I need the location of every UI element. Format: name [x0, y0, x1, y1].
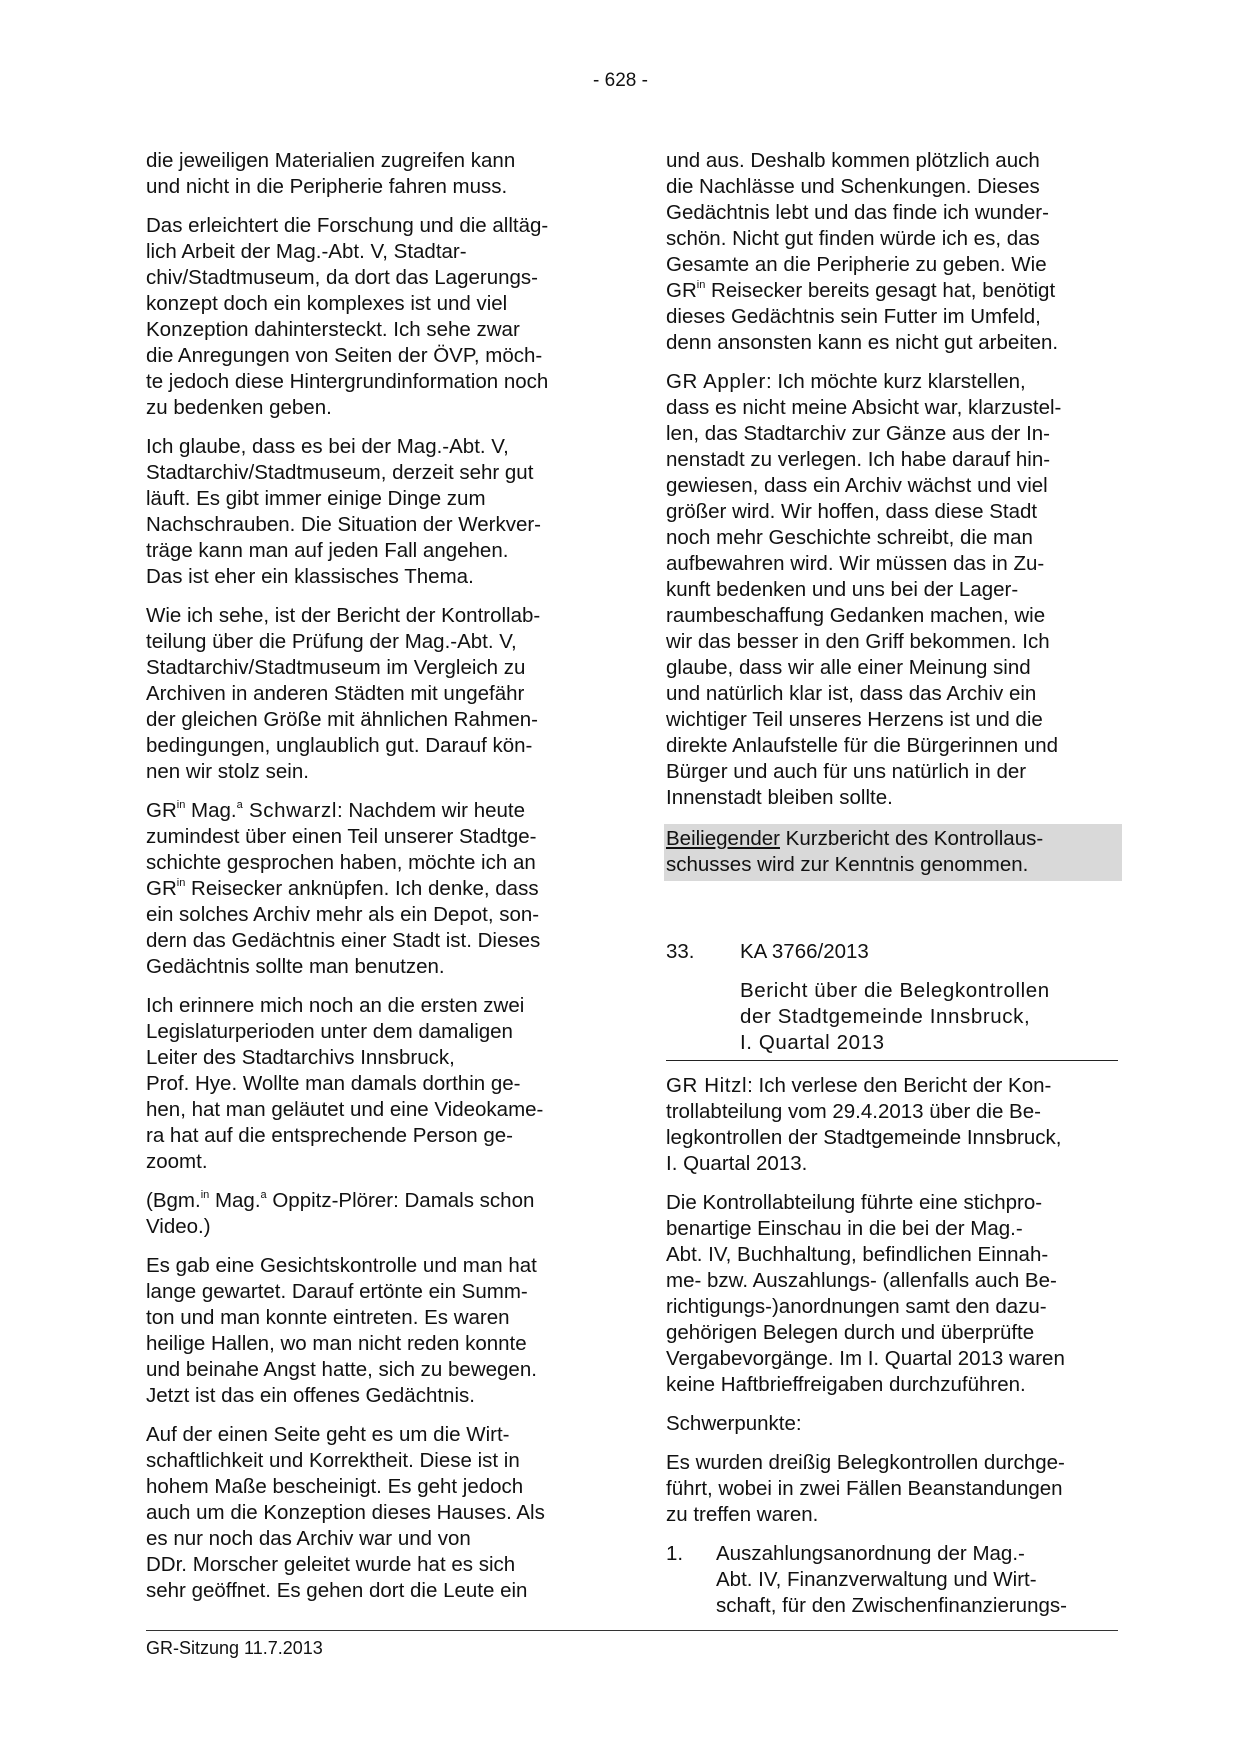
paragraph: Schwerpunkte: [666, 1412, 802, 1435]
right-column [666, 148, 1118, 1619]
paragraph: Wie ich sehe, ist der Bericht der Kontrollab- teilung über die Prüfung der Mag.-Abt. V, Stadtarchiv/Stadtmuseum im Vergleich zu Archiven in anderen Städten mit ungefähr der gleichen Größe mit ähnlichen Rahmen- bedingungen, unglaublich gut. Darauf kön- nen wir stolz sein. [146, 604, 541, 783]
divider [666, 1060, 1118, 1061]
page-number: - 628 - [593, 70, 648, 91]
footer-divider [146, 1630, 1118, 1631]
list-item: 1. Auszahlungsanordnung der Mag.- Abt. IV, Finanzverwaltung und Wirt- schaft, für den Zwischenfinanzierungs- [666, 1542, 1067, 1617]
agenda-item [666, 939, 1118, 1061]
paragraph: Ich glaube, dass es bei der Mag.-Abt. V, Stadtarchiv/Stadtmuseum, derzeit sehr gut läuft. Es gibt immer einige Dinge zum Nachschrauben. Die Situation der Werkver- träge kann man auf jeden Fall angehen. Das ist eher ein klassisches Thema. [146, 435, 541, 588]
agenda-title: Bericht über die Belegkontrollen der Stadtgemeinde Innsbruck, I. Quartal 2013 [740, 979, 1050, 1054]
list-number: 1. [666, 1542, 684, 1565]
speech-schwarzl: $GR^{in}$ Mag.$^a$ Schwarzl: Nachdem wir heute zumindest über einen Teil unserer Stadtge- schichte gesprochen haben, möchte ich an $GR^{in}$ Reisecker anknüpfen. Ich denke, dass ein solches Archiv mehr als ein Depot, son- dern das Gedächtnis einer Stadt ist. Dieses Gedächtnis sollte man benutzen. [146, 799, 541, 978]
speech-appler: GR Appler: Ich möchte kurz klarstellen, dass es nicht meine Absicht war, klarzustel- len, das Stadtarchiv zur Gänze aus der In- nenstadt zu verlegen. Ich habe darauf hin- gewiesen, dass ein Archiv wächst und viel größer wird. Wir hoffen, dass diese Stadt noch mehr Geschichte schreibt, die man aufbewahren wird. Wir müssen das in Zu- kunft bedenken und uns bei der Lager- raumbeschaffung Gedanken machen, wie wir das besser in den Griff bekommen. Ich glaube, dass wir alle einer Meinung sind und natürlich klar ist, dass das Archiv ein wichtiger Teil unseres Herzens ist und die direkte Anlaufstelle für die Bürgerinnen und Bürger und auch für uns natürlich in der Innenstadt bleiben sollte. [666, 370, 1062, 809]
paragraph: die jeweiligen Materialien zugreifen kann und nicht in die Peripherie fahren muss. [146, 149, 516, 198]
speaker-name: GR Hitzl [666, 1074, 748, 1097]
paragraph: Die Kontrollabteilung führte eine stichpro- benartige Einschau in die bei der Mag.- Abt. IV, Buchhaltung, befindlichen Einnah- me- bzw. Auszahlungs- (allenfalls auch Be- richtigungs-)anordnungen samt den dazu- gehörigen Belegen durch und überprüfte Vergabevorgänge. Im I. Quartal 2013 waren keine Haftbrieffreigaben durchzuführen. [666, 1191, 1065, 1396]
footer: GR-Sitzung 11.7.2013 [146, 1638, 323, 1658]
paragraph: Das erleichtert die Forschung und die alltäg- lich Arbeit der Mag.-Abt. V, Stadtar- chiv/Stadtmuseum, da dort das Lagerungs- konzept doch ein komplexes ist und viel Konzeption dahintersteckt. Ich sehe zwar die Anregungen von Seiten der ÖVP, möch- te jedoch diese Hintergrundinformation noch zu bedenken geben. [146, 214, 549, 419]
paragraph: Es gab eine Gesichtskontrolle und man hat lange gewartet. Darauf ertönte ein Summ- ton und man konnte eintreten. Es waren heilige Hallen, wo man nicht reden konnte und beinahe Angst hatte, sich zu bewegen. Jetzt ist das ein offenes Gedächtnis. [146, 1254, 537, 1407]
speaker-name: Schwarzl [242, 799, 337, 822]
speaker-name: GR Appler [666, 370, 766, 393]
resolution-box: Beiliegender Kurzbericht des Kontrollaus- schusses wird zur Kenntnis genommen. [664, 824, 1122, 881]
paragraph: Auf der einen Seite geht es um die Wirt- schaftlichkeit und Korrektheit. Diese ist in hohem Maße bescheinigt. Es geht jedoch auch um die Konzeption dieses Hauses. Als es nur noch das Archiv war und von DDr. Morscher geleitet wurde hat es sich sehr geöffnet. Es gehen dort die Leute ein [146, 1423, 545, 1602]
paragraph: Es wurden dreißig Belegkontrollen durchge- führt, wobei in zwei Fällen Beanstandungen zu treffen waren. [666, 1451, 1065, 1526]
agenda-reference: KA 3766/2013 [740, 940, 869, 963]
interjection: (Bgm.$^{in}$ Mag.$^a$ Oppitz-Plörer: Damals schon Video.) [146, 1189, 535, 1238]
left-column [146, 148, 596, 1617]
speech-hitzl: GR Hitzl: Ich verlese den Bericht der Kon- trollabteilung vom 29.4.2013 über die Be- legkontrollen der Stadtgemeinde Innsbruck, I. Quartal 2013. [666, 1074, 1062, 1175]
paragraph: Ich erinnere mich noch an die ersten zwei Legislaturperioden unter dem damaligen Leiter des Stadtarchivs Innsbruck, Prof. Hye. Wollte man damals dorthin ge- hen, hat man geläutet und eine Videokame- ra hat auf die entsprechende Person ge- zoomt. [146, 994, 544, 1173]
agenda-number: 33. [666, 940, 695, 963]
paragraph: und aus. Deshalb kommen plötzlich auch die Nachlässe und Schenkungen. Dieses Gedächtnis lebt und das finde ich wunder- schön. Nicht gut finden würde ich es, das Gesamte an die Peripherie zu geben. Wie $GR^{in}$ Reisecker bereits gesagt hat, benötigt dieses Gedächtnis sein Futter im Umfeld, denn ansonsten kann es nicht gut arbeiten. [666, 149, 1059, 354]
